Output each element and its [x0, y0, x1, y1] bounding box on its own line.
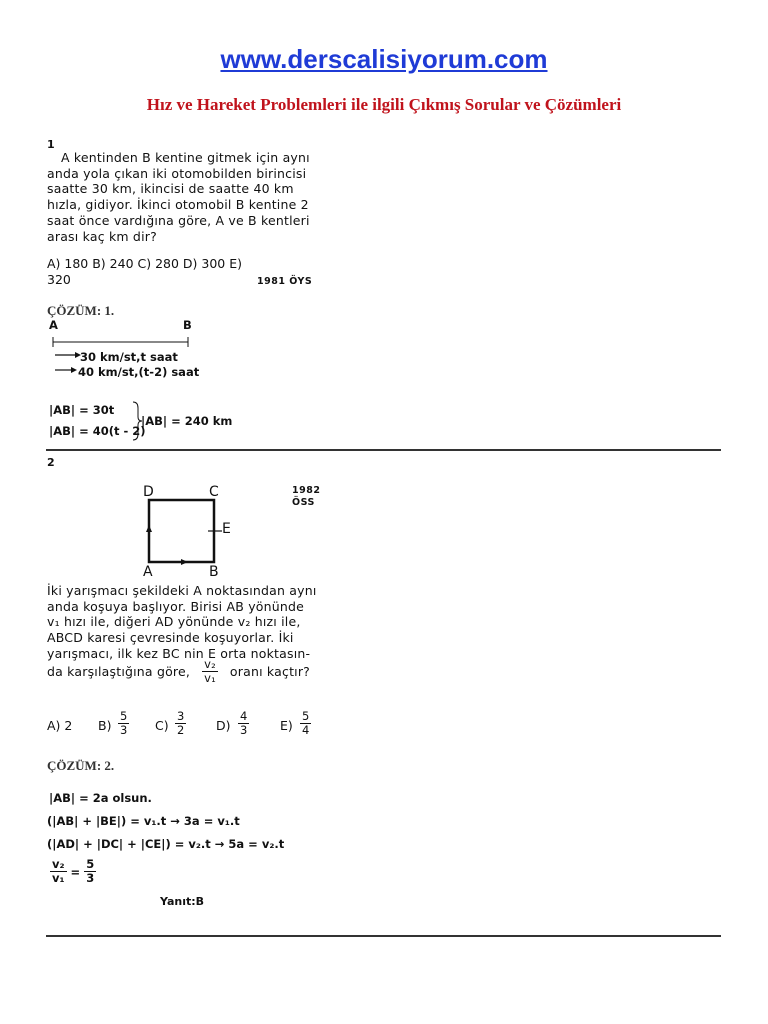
solution-2-eq2: (|AB| + |BE|) = v₁.t → 3a = v₁.t [47, 814, 240, 828]
question-1-text [47, 150, 310, 244]
q2-line: anda koşuya başlıyor. Birisi AB yönünde [47, 598, 305, 614]
choice-b-label: B) [98, 718, 112, 733]
equals-sign: = [70, 864, 81, 879]
equation-2: |AB| = 40(t - 2) [49, 424, 146, 438]
solution-2-final [50, 858, 96, 885]
ratio-fraction [202, 658, 218, 685]
question-1-choice-e: 320 [47, 272, 71, 287]
choice-b-den: 3 [120, 723, 128, 737]
question-2-last-line [47, 658, 310, 685]
q1-line: A kentinden B kentine gitmek için aynı [61, 150, 310, 165]
speed-2-label: 40 km/st,(t-2) saat [78, 365, 200, 379]
choice-c-fraction [175, 710, 186, 737]
vertex-d: D [143, 484, 154, 500]
final-value-num: 5 [86, 857, 95, 871]
q2-line: yarışmacı, ilk kez BC nin E orta noktasın- [47, 645, 311, 661]
result-1: |AB| = 240 km [141, 414, 233, 428]
final-value [84, 858, 96, 885]
question-2-source-year: 1982 [292, 485, 321, 496]
choice-e-den: 4 [302, 723, 310, 737]
choice-c-num: 3 [177, 709, 185, 723]
choice-d-num: 4 [240, 709, 248, 723]
final-ratio [50, 858, 67, 885]
question-2-source-exam: ÖSS [292, 497, 315, 508]
choice-c-den: 2 [177, 723, 185, 737]
q2-line: İki yarışmacı şekildeki A noktasından aynı [47, 583, 317, 598]
q1-line: arası kaç km dir? [47, 228, 157, 244]
answer-label: Yanıt:B [160, 895, 205, 908]
arrow-up-icon [146, 525, 152, 532]
choice-b-num: 5 [120, 709, 128, 723]
q1-line: anda yola çıkan iki otomobilden birincisi [47, 165, 307, 181]
choice-b-fraction [118, 710, 129, 737]
q2-line: ABCD karesi çevresinde koşuyorlar. İki [47, 630, 294, 646]
arrow-right-icon [181, 559, 188, 565]
final-ratio-num: v₂ [52, 857, 65, 871]
q1-line: hızla, gidiyor. İkinci otomobil B kentine 2 [47, 197, 309, 213]
equation-1: |AB| = 30t [49, 403, 115, 417]
ratio-denominator: v₁ [204, 671, 216, 685]
solution-1-label: ÇÖZÜM: 1. [47, 303, 115, 318]
vertex-c: C [209, 484, 219, 500]
solution-2-label: ÇÖZÜM: 2. [47, 758, 115, 773]
solution-2-eq1: |AB| = 2a olsun. [49, 791, 152, 805]
arrow-2-head-icon [71, 367, 77, 373]
q2-line: v₁ hızı ile, diğeri AD yönünde v₂ hızı ile, [47, 614, 301, 630]
question-1-choices: A) 180 B) 240 C) 280 D) 300 E) [47, 256, 242, 271]
choice-a: A) 2 [47, 718, 73, 733]
final-value-den: 3 [86, 871, 95, 885]
site-link[interactable]: www.derscalisiyorum.com [220, 44, 548, 74]
question-1-source: 1981 ÖYS [257, 276, 313, 287]
choice-c-label: C) [155, 718, 169, 733]
point-b-label: B [183, 318, 192, 332]
question-1-number: 1 [47, 138, 55, 151]
choice-d-fraction [238, 710, 249, 737]
final-ratio-den: v₁ [52, 871, 65, 885]
q2-last-suffix: oranı kaçtır? [229, 663, 311, 679]
q1-line: saat önce vardığına göre, A ve B kentleri [47, 212, 310, 228]
vertex-b: B [209, 564, 219, 580]
choice-e-num: 5 [302, 709, 310, 723]
q1-line: saatte 30 km, ikincisi de saatte 40 km [47, 181, 294, 197]
question-2-number: 2 [47, 456, 55, 469]
square-abcd [149, 500, 214, 562]
question-2-text [47, 583, 317, 662]
solution-2-eq3: (|AD| + |DC| + |CE|) = v₂.t → 5a = v₂.t [47, 837, 285, 851]
vertex-a: A [143, 564, 153, 580]
page-title: Hız ve Hareket Problemleri ile ilgili Çıkmış Sorular ve Çözümleri [146, 95, 622, 114]
point-a-label: A [49, 318, 58, 332]
choice-e-label: E) [280, 718, 293, 733]
midpoint-e: E [222, 521, 231, 537]
divider-1 [46, 449, 721, 451]
choice-d-label: D) [216, 718, 231, 733]
choice-e-fraction [300, 710, 311, 737]
ratio-numerator: v₂ [204, 657, 216, 671]
speed-1-label: 30 km/st,t saat [80, 350, 178, 364]
choice-d-den: 3 [240, 723, 248, 737]
q2-last-prefix: da karşılaştığına göre, [47, 663, 191, 679]
divider-2 [46, 935, 721, 937]
